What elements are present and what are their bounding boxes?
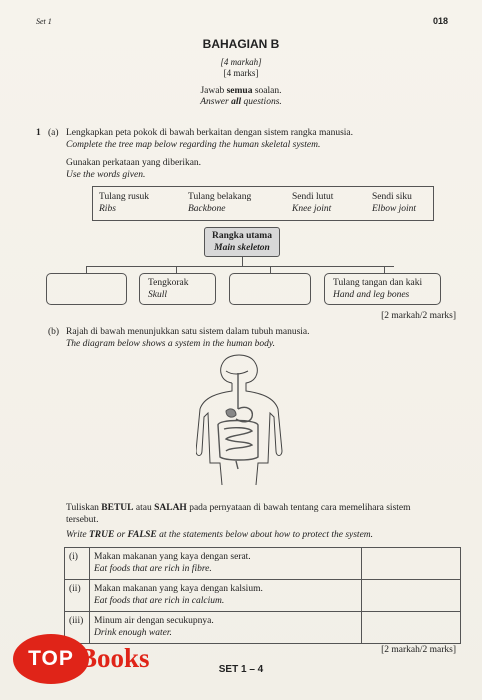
- write-instruction-en: Write TRUE or FALSE at the statements below about how to protect the system.: [66, 530, 374, 540]
- tree-leaf: Tengkorak Skull: [139, 273, 216, 305]
- write-instruction-ms-cont: tersebut.: [66, 515, 99, 525]
- section-marks-ms: [4 markah]: [220, 57, 262, 67]
- word-bank: [92, 186, 434, 221]
- part-a-marks: [2 markah/2 marks]: [381, 311, 456, 321]
- word-bank-item: Sendi siku Elbow joint: [372, 192, 417, 214]
- statement-text: Makan makanan yang kaya dengan kalsium. Eat foods that are rich in calcium.: [90, 580, 362, 612]
- part-a-label: (a): [48, 128, 59, 138]
- tree-connector: [270, 266, 271, 273]
- statement-answer-cell[interactable]: [362, 580, 461, 612]
- tree-connector: [242, 257, 243, 266]
- page-footer: SET 1 – 4: [218, 664, 264, 675]
- question-number: 1: [36, 128, 41, 138]
- statement-number: (i): [65, 548, 90, 580]
- instruction-en: Answer all questions.: [200, 97, 282, 107]
- logo-top: TOP: [13, 634, 89, 684]
- logo-books: Books: [79, 643, 150, 673]
- part-b-text-en: The diagram below shows a system in the human body.: [66, 339, 275, 349]
- tree-root: Rangka utama Main skeleton: [204, 227, 280, 257]
- instruction-ms: Jawab semua soalan.: [200, 86, 282, 96]
- part-a-text-en: Complete the tree map below regarding the human skeletal system.: [66, 140, 321, 150]
- tree-connector: [86, 266, 394, 267]
- section-marks-en: [4 marks]: [223, 68, 259, 78]
- tree-connector: [86, 266, 87, 273]
- tree-connector: [176, 266, 177, 273]
- statement-number: (ii): [65, 580, 90, 612]
- word-bank-item: Tulang rusuk Ribs: [99, 192, 150, 214]
- statement-answer-cell[interactable]: [362, 548, 461, 580]
- tree-answer-box[interactable]: [229, 273, 311, 305]
- set-label: Set 1: [36, 17, 52, 26]
- part-a-text-ms: Lengkapkan peta pokok di bawah berkaitan dengan sistem rangka manusia.: [66, 128, 354, 138]
- topbooks-logo: [13, 634, 203, 684]
- tree-connector: [384, 266, 385, 273]
- part-b-text-ms: Rajah di bawah menunjukkan satu sistem dalam tubuh manusia.: [66, 327, 310, 337]
- statements-table: [64, 547, 461, 644]
- statement-number: (iii): [65, 612, 90, 644]
- use-words-en: Use the words given.: [66, 170, 146, 180]
- tree-leaf: Tulang tangan dan kaki Hand and leg bones: [324, 273, 441, 305]
- use-words-ms: Gunakan perkataan yang diberikan.: [66, 158, 202, 168]
- digestive-system-diagram: [196, 353, 286, 485]
- word-bank-item: Sendi lutut Knee joint: [292, 192, 334, 214]
- part-b-label: (b): [48, 327, 60, 337]
- section-title: BAHAGIAN B: [202, 37, 280, 51]
- tree-answer-box[interactable]: [46, 273, 127, 305]
- table-row: [65, 580, 461, 612]
- word-bank-item: Tulang belakang Backbone: [188, 192, 252, 214]
- statement-text: Makan makanan yang kaya dengan serat. Eat foods that are rich in fibre.: [90, 548, 362, 580]
- part-b-marks: [2 markah/2 marks]: [381, 645, 456, 655]
- statement-text: Minum air dengan secukupnya. Drink enough water.: [90, 612, 362, 644]
- statement-answer-cell[interactable]: [362, 612, 461, 644]
- write-instruction-ms: Tuliskan BETUL atau SALAH pada pernyataan di bawah tentang cara memelihara sistem: [66, 503, 411, 513]
- table-row: [65, 548, 461, 580]
- page-code: 018: [432, 16, 448, 26]
